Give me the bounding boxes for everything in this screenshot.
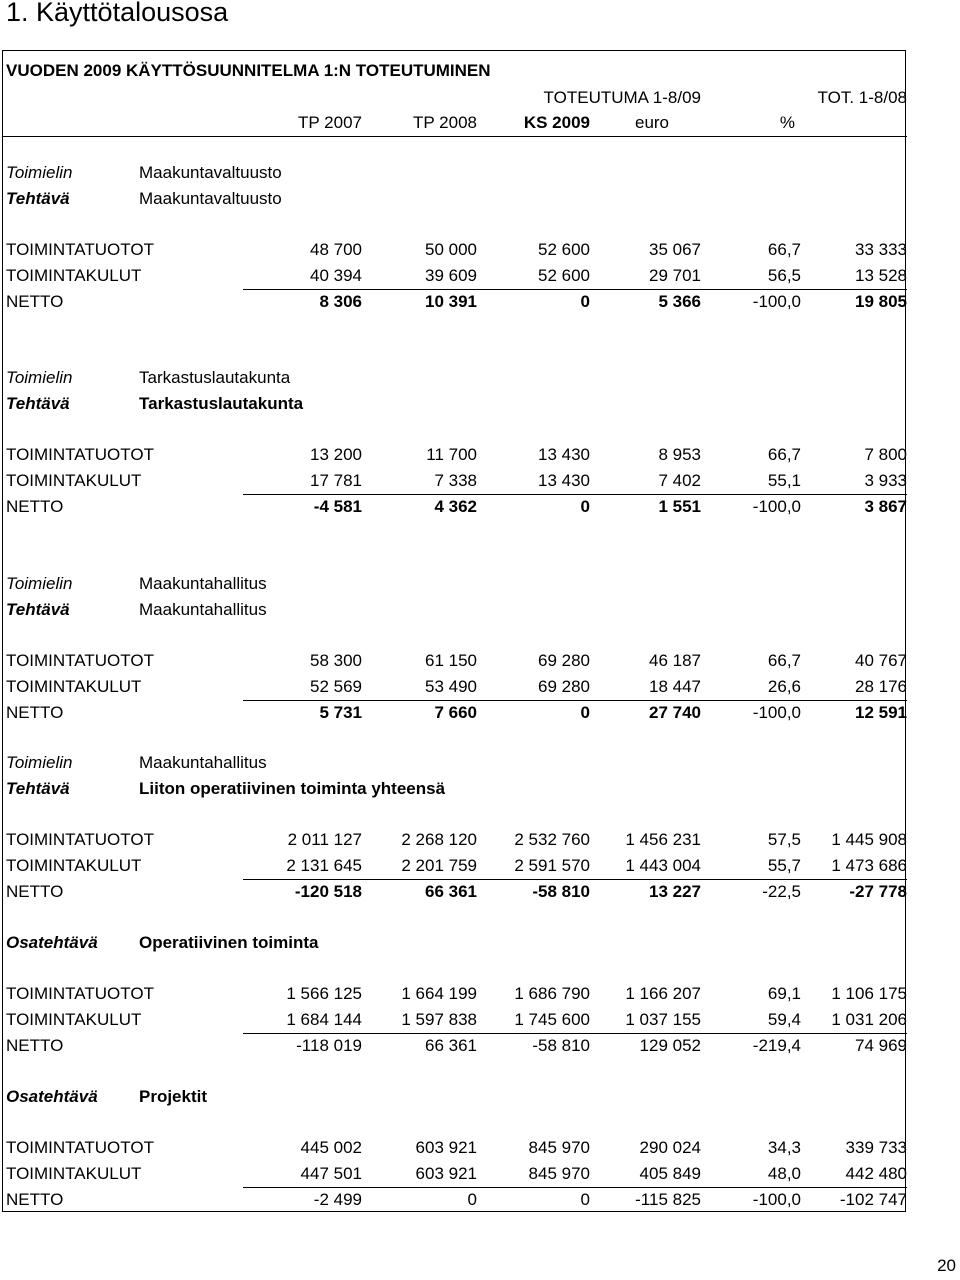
block-toimielin-row [3, 160, 907, 186]
cell-c6: 339 733 [845, 1138, 907, 1157]
row-label: TOIMINTAKULUT [6, 471, 142, 490]
cell-c4: -115 825 [635, 1190, 701, 1209]
cell-c4: 290 024 [639, 1138, 701, 1157]
cell-c5: 66,7 [767, 445, 801, 464]
toimielin-label: Toimielin [6, 574, 73, 593]
tehtava-name: Operatiivinen toiminta [139, 933, 319, 952]
cell-c6: 33 333 [855, 240, 907, 259]
header-ks2009: KS 2009 [523, 113, 590, 132]
cell-c5: -100,0 [752, 497, 801, 516]
row-label: NETTO [6, 1036, 64, 1055]
cell-c3: 1 686 790 [514, 984, 590, 1003]
cell-c1: 5 731 [319, 703, 362, 722]
cell-c4: 1 456 231 [625, 830, 701, 849]
tehtava-name: Liiton operatiivinen toiminta yhteensä [139, 779, 446, 798]
cell-c1: -2 499 [313, 1190, 362, 1209]
header-tp2007: TP 2007 [298, 113, 362, 132]
cell-c5: 55,7 [767, 856, 801, 875]
cell-c3: 69 280 [538, 677, 590, 696]
cell-c4: 27 740 [649, 703, 701, 722]
cell-c6: -27 778 [849, 882, 907, 901]
cell-c1: 58 300 [310, 651, 362, 670]
row-label: TOIMINTATUOTOT [6, 1138, 154, 1157]
cell-c1: -118 019 [296, 1036, 362, 1055]
cell-c2: 4 362 [434, 497, 477, 516]
cell-c3: 0 [580, 292, 590, 311]
cell-c3: 1 745 600 [514, 1010, 590, 1029]
cell-c4: 1 166 207 [625, 984, 701, 1003]
cell-c1: 13 200 [310, 445, 362, 464]
row-label: NETTO [6, 497, 64, 516]
header-row-2 [3, 110, 907, 136]
cell-c4: 129 052 [639, 1036, 701, 1055]
table-row [3, 1161, 907, 1187]
row-label: TOIMINTATUOTOT [6, 445, 154, 464]
cell-c1: 445 002 [300, 1138, 362, 1157]
cell-c3: 2 591 570 [514, 856, 590, 875]
row-label: TOIMINTAKULUT [6, 1010, 142, 1029]
table-row [3, 263, 907, 289]
cell-c6: 1 473 686 [831, 856, 907, 875]
cell-c4: 7 402 [658, 471, 701, 490]
cell-c4: 18 447 [649, 677, 701, 696]
cell-c2: 0 [467, 1190, 477, 1209]
row-label: NETTO [6, 882, 64, 901]
cell-c5: 59,4 [767, 1010, 801, 1029]
cell-c6: 3 867 [864, 497, 907, 516]
cell-c4: 405 849 [639, 1164, 701, 1183]
cell-c5: 34,3 [767, 1138, 801, 1157]
cell-c5: -100,0 [752, 292, 801, 311]
cell-c6: 1 445 908 [831, 830, 907, 849]
tehtava-name: Maakuntavaltuusto [139, 189, 282, 208]
cell-c4: 35 067 [649, 240, 701, 259]
cell-c1: -120 518 [294, 882, 362, 901]
tehtava-label: Osatehtävä [6, 1087, 98, 1106]
cell-c6: 1 106 175 [831, 984, 907, 1003]
toimielin-name: Maakuntahallitus [139, 753, 267, 772]
cell-c1: 17 781 [310, 471, 362, 490]
cell-c3: 69 280 [538, 651, 590, 670]
cell-c4: 1 037 155 [625, 1010, 701, 1029]
cell-c3: 2 532 760 [514, 830, 590, 849]
table-row [3, 674, 907, 700]
block-toimielin-row [3, 365, 907, 391]
cell-c5: 57,5 [767, 830, 801, 849]
table-row [3, 981, 907, 1007]
tehtava-name: Projektit [139, 1087, 208, 1106]
cell-c1: 447 501 [300, 1164, 362, 1183]
cell-c3: 845 970 [528, 1164, 590, 1183]
cell-c5: 66,7 [767, 651, 801, 670]
toimielin-name: Maakuntavaltuusto [139, 163, 282, 182]
block-tehtava-row [3, 930, 907, 956]
header-divider [3, 136, 907, 137]
table-row [3, 468, 907, 494]
row-label: TOIMINTATUOTOT [6, 240, 154, 259]
cell-c3: 13 430 [538, 471, 590, 490]
cell-c2: 7 660 [434, 703, 477, 722]
row-label: NETTO [6, 1190, 64, 1209]
cell-c2: 603 921 [415, 1138, 477, 1157]
cell-c1: 52 569 [310, 677, 362, 696]
cell-c6: 12 591 [855, 703, 907, 722]
netto-row [3, 1187, 907, 1213]
cell-c2: 7 338 [434, 471, 477, 490]
tehtava-name: Tarkastuslautakunta [139, 394, 304, 413]
tehtava-label: Osatehtävä [6, 933, 98, 952]
cell-c4: 13 227 [649, 882, 701, 901]
cell-c5: 66,7 [767, 240, 801, 259]
cell-c2: 53 490 [425, 677, 477, 696]
table-row [3, 853, 907, 879]
cell-c2: 603 921 [415, 1164, 477, 1183]
page-title: 1. Käyttötalousosa [6, 0, 229, 27]
cell-c4: 29 701 [649, 266, 701, 285]
cell-c2: 66 361 [425, 882, 477, 901]
toimielin-label: Toimielin [6, 753, 73, 772]
cell-c3: 845 970 [528, 1138, 590, 1157]
cell-c5: -100,0 [752, 1190, 801, 1209]
block-toimielin-row [3, 750, 907, 776]
cell-c2: 2 268 120 [401, 830, 477, 849]
block-tehtava-row [3, 186, 907, 212]
cell-c1: 2 011 127 [287, 830, 362, 849]
cell-c4: 46 187 [649, 651, 701, 670]
cell-c2: 39 609 [425, 266, 477, 285]
row-label: TOIMINTATUOTOT [6, 651, 154, 670]
netto-row [3, 1033, 907, 1059]
table-row [3, 1135, 907, 1161]
cell-c1: 48 700 [310, 240, 362, 259]
cell-c6: 40 767 [855, 651, 907, 670]
cell-c6: 3 933 [864, 471, 907, 490]
cell-c1: -4 581 [313, 497, 362, 516]
header-tp2008: TP 2008 [413, 113, 477, 132]
block-tehtava-row [3, 1084, 907, 1110]
cell-c1: 1 684 144 [286, 1010, 362, 1029]
table-row [3, 237, 907, 263]
tehtava-name: Maakuntahallitus [139, 600, 267, 619]
cell-c2: 1 664 199 [401, 984, 477, 1003]
cell-c6: 13 528 [855, 266, 907, 285]
cell-c3: 52 600 [538, 240, 590, 259]
toimielin-name: Maakuntahallitus [139, 574, 267, 593]
tehtava-label: Tehtävä [6, 189, 70, 208]
cell-c5: 26,6 [767, 677, 801, 696]
netto-row [3, 494, 907, 520]
cell-c5: 69,1 [767, 984, 801, 1003]
table-row [3, 1007, 907, 1033]
row-label: TOIMINTAKULUT [6, 266, 142, 285]
row-label: NETTO [6, 703, 64, 722]
table-heading: VUODEN 2009 KÄYTTÖSUUNNITELMA 1:N TOTEUTUMINEN [6, 61, 491, 80]
block-tehtava-row [3, 391, 907, 417]
table-row [3, 648, 907, 674]
row-label: TOIMINTATUOTOT [6, 830, 154, 849]
tehtava-label: Tehtävä [6, 779, 70, 798]
netto-row [3, 700, 907, 726]
block-tehtava-row [3, 597, 907, 623]
cell-c3: 0 [580, 497, 590, 516]
cell-c5: -22,5 [762, 882, 801, 901]
table-row [3, 827, 907, 853]
cell-c3: 0 [580, 703, 590, 722]
toimielin-label: Toimielin [6, 163, 73, 182]
cell-c5: 55,1 [767, 471, 801, 490]
page-number: 20 [937, 1256, 956, 1275]
header-percent: % [779, 113, 795, 132]
cell-c6: 28 176 [855, 677, 907, 696]
toimielin-label: Toimielin [6, 368, 73, 387]
block-toimielin-row [3, 571, 907, 597]
cell-c1: 8 306 [319, 292, 362, 311]
netto-row [3, 879, 907, 905]
cell-c2: 11 700 [426, 445, 477, 464]
cell-c2: 66 361 [425, 1036, 477, 1055]
toimielin-name: Tarkastuslautakunta [139, 368, 291, 387]
cell-c4: 1 551 [658, 497, 701, 516]
cell-c4: 5 366 [658, 292, 701, 311]
header-tot: TOT. 1-8/08 [817, 88, 907, 107]
cell-c6: 1 031 206 [831, 1010, 907, 1029]
header-euro: euro [634, 113, 670, 132]
netto-row [3, 289, 907, 315]
cell-c2: 50 000 [425, 240, 477, 259]
cell-c2: 2 201 759 [401, 856, 477, 875]
cell-c5: -219,4 [752, 1036, 801, 1055]
cell-c4: 1 443 004 [625, 856, 701, 875]
cell-c5: -100,0 [752, 703, 801, 722]
cell-c4: 8 953 [658, 445, 701, 464]
header-toteutuma: TOTEUTUMA 1-8/09 [543, 88, 701, 107]
cell-c1: 2 131 645 [286, 856, 362, 875]
row-label: TOIMINTAKULUT [6, 677, 142, 696]
header-row-1 [3, 85, 907, 111]
row-label: TOIMINTAKULUT [6, 1164, 142, 1183]
cell-c3: 13 430 [538, 445, 590, 464]
cell-c2: 1 597 838 [401, 1010, 477, 1029]
cell-c3: -58 810 [532, 882, 590, 901]
row-label: TOIMINTATUOTOT [6, 984, 154, 1003]
cell-c6: -102 747 [839, 1190, 907, 1209]
cell-c6: 19 805 [855, 292, 907, 311]
cell-c3: -58 810 [532, 1036, 590, 1055]
cell-c6: 74 969 [855, 1036, 907, 1055]
cell-c5: 56,5 [767, 266, 801, 285]
cell-c1: 40 394 [310, 266, 362, 285]
budget-table [2, 50, 906, 1212]
tehtava-label: Tehtävä [6, 394, 70, 413]
cell-c6: 7 800 [864, 445, 907, 464]
table-row [3, 442, 907, 468]
cell-c1: 1 566 125 [286, 984, 362, 1003]
block-tehtava-row [3, 776, 907, 802]
row-label: TOIMINTAKULUT [6, 856, 142, 875]
cell-c2: 61 150 [425, 651, 477, 670]
cell-c3: 52 600 [538, 266, 590, 285]
cell-c6: 442 480 [845, 1164, 907, 1183]
cell-c5: 48,0 [767, 1164, 801, 1183]
row-label: NETTO [6, 292, 64, 311]
cell-c2: 10 391 [425, 292, 477, 311]
cell-c3: 0 [580, 1190, 590, 1209]
tehtava-label: Tehtävä [6, 600, 70, 619]
